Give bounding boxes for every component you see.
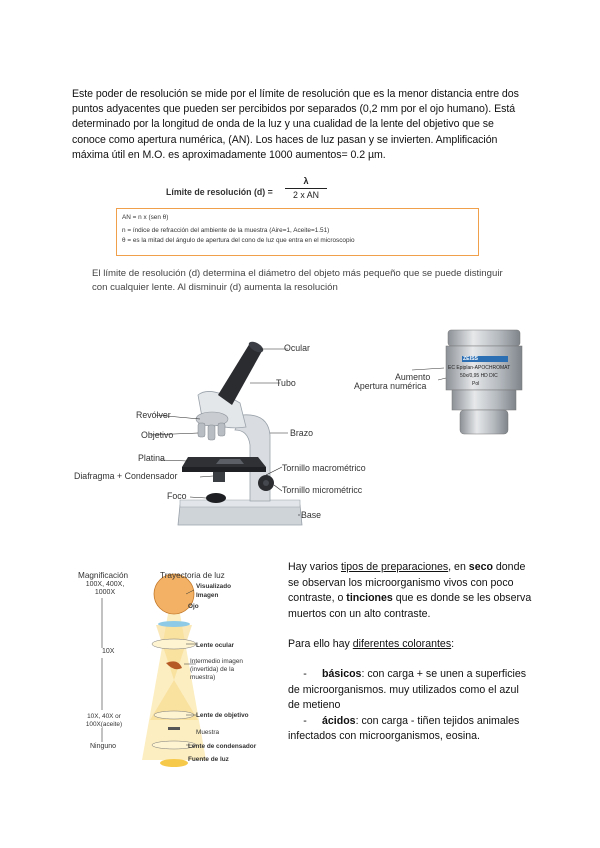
magnification-10x: 10X xyxy=(102,648,115,655)
label-lente-ocular: Lente ocular xyxy=(196,642,234,649)
label-ojo: Ojo xyxy=(188,603,199,610)
microscope-diagram xyxy=(70,335,370,535)
colorantes-paragraph: Para ello hay diferentes colorantes: xyxy=(288,638,455,651)
formula-box-line: AN = n x (sen θ) xyxy=(122,214,169,221)
fraction-bar xyxy=(285,188,327,189)
formula-fraction xyxy=(285,176,327,200)
formula-box-line: θ = es la mitad del ángulo de apertura del cono de luz que entra en el microscopio xyxy=(122,236,355,244)
label-intermedio: Intermedio imagen (invertida) de la muestra) xyxy=(190,658,243,681)
formula-box-line: n = índice de refracción del ambiente de la muestra (Aire=1, Aceite=1.51) xyxy=(122,227,330,235)
label-tubo: Tubo xyxy=(276,378,296,388)
preparations-paragraph: Hay varios tipos de preparaciones, en seco donde se observan los microorganismo vivos con poco contraste, o tinciones que es donde se les observa muertos con un alto contraste. xyxy=(288,561,532,620)
magnification-none: Ninguno xyxy=(90,743,117,750)
list-item-basicos: - básicos: con carga + se unen a superficies de microorganismos. muy utilizados como el azul de metieno xyxy=(288,667,527,712)
objective-lens xyxy=(198,423,205,437)
formula-denominator: 2 x AN xyxy=(293,190,319,200)
trajectory-title: Trayectoria de luz xyxy=(160,571,225,580)
label-platina: Platina xyxy=(138,453,165,463)
link-tipos-preparaciones: tipos de preparaciones xyxy=(340,561,449,573)
label-tornillo-micro: Tornillo micrométricc xyxy=(282,485,363,495)
label-aumento: Aumento xyxy=(395,372,431,382)
label-diafragma: Diafragma + Condensador xyxy=(74,471,178,481)
label-ocular: Ocular xyxy=(284,343,310,353)
formula-numerator: λ xyxy=(303,176,309,186)
link-diferentes-colorantes: diferentes colorantes xyxy=(352,638,452,651)
resolution-note: El límite de resolución (d) determina el diámetro del objeto más pequeño que se puede distinguir con cualquier lente. Al disminuir (d) aumenta la resolución xyxy=(92,268,503,293)
label-fuente: Fuente de luz xyxy=(188,756,229,763)
intro-paragraph: Este poder de resolución se mide por el límite de resolución que es la menor distancia entre dos puntos adyacentes que pueden ser percibidos por separados (0,2 mm por el ojo humano). Está determinado por la longitud de onda de la luz y una cualidad de la lente del objetivo que se conoce como apertura numérica, (AN). Los haces de luz pasan y se invierten. Amplificación máxima útil en M.O. es aproximadamente 1000 aumentos= 0.2 µm. xyxy=(72,88,519,161)
label-base: Base xyxy=(301,510,322,520)
label-imagen: Imagen xyxy=(196,592,219,599)
label-visualizado: Visualizado xyxy=(196,583,232,590)
list-item-acidos: - ácidos: con carga - tiñen tejidos animales infectados con microorganismos, eosina. xyxy=(288,714,520,743)
lens-text-2: 50x/0,95 HD DIC xyxy=(460,373,498,379)
magnification-objectives: 10X, 40X or 100X(aceite) xyxy=(85,713,123,728)
label-lente-condensador: Lente de condensador xyxy=(188,743,257,750)
lens-text-3: Pol xyxy=(472,381,480,387)
label-revolver: Revólver xyxy=(136,410,171,420)
microscope-base xyxy=(178,505,302,525)
magnification-title: Magnificación xyxy=(78,571,129,580)
preparations-text xyxy=(288,560,532,745)
label-objetivo: Objetivo xyxy=(141,430,174,440)
microscope-tube xyxy=(218,343,262,405)
label-brazo: Brazo xyxy=(290,428,313,438)
label-foco: Foco xyxy=(167,491,187,501)
formula-definition-box xyxy=(116,208,479,256)
label-muestra: Muestra xyxy=(196,729,220,736)
formula-label: Límite de resolución (d) = xyxy=(166,187,273,197)
magnification-values: 100X, 400X, 1000X xyxy=(85,581,125,596)
label-tornillo-macro: Tornillo macrométrico xyxy=(282,463,366,473)
label-lente-objetivo: Lente de objetivo xyxy=(196,712,249,719)
lens-text-1: EC Epiplan-APOCHROMAT xyxy=(448,365,511,371)
lens-brand: ZEISS xyxy=(463,356,478,362)
lamp xyxy=(206,493,226,503)
label-apertura: Apertura numérica xyxy=(354,381,427,391)
